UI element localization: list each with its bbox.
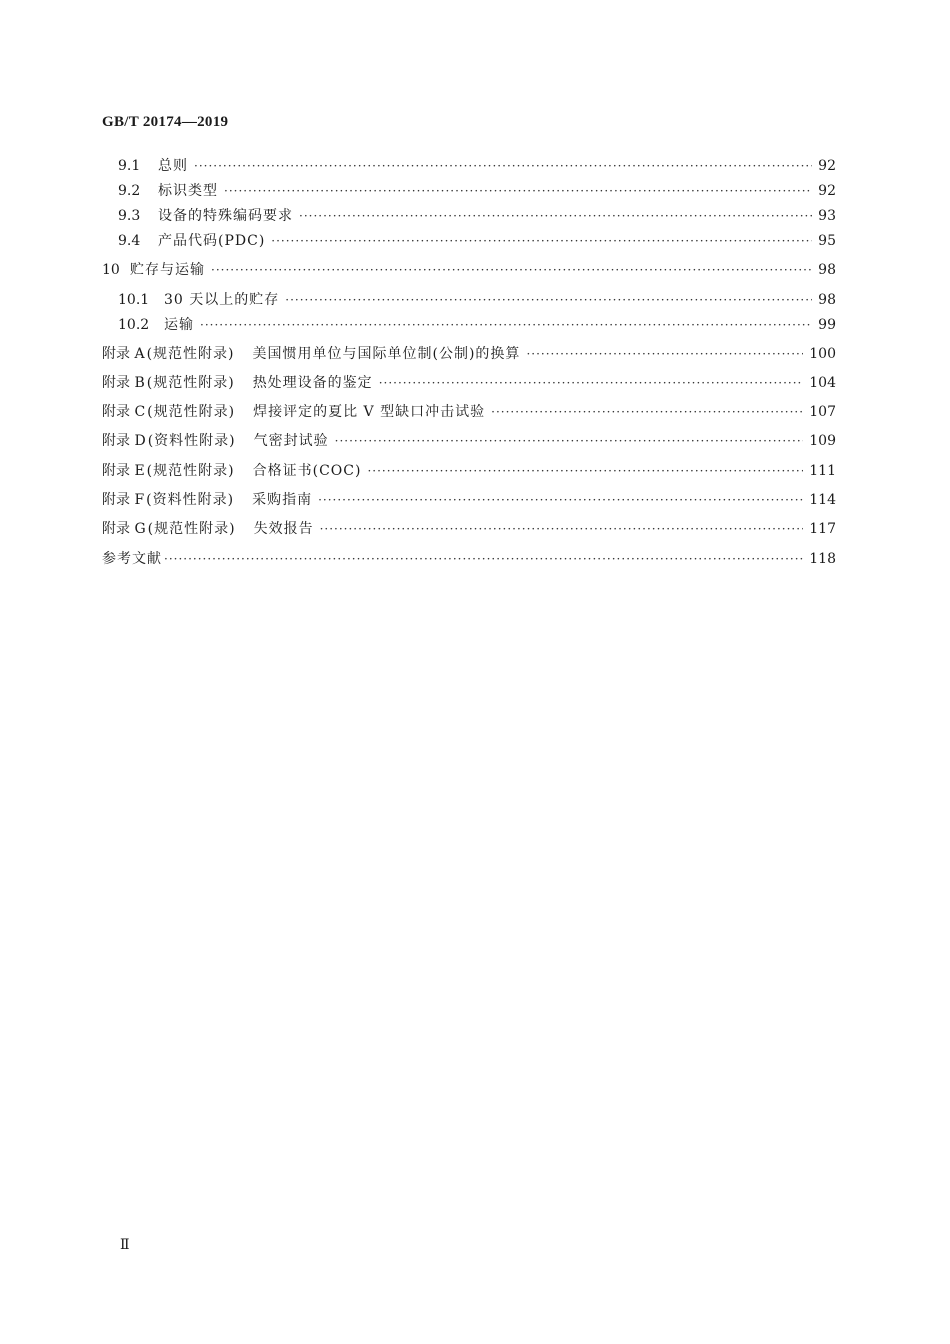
dot-leader bbox=[491, 401, 803, 423]
toc-entry-page: 100 bbox=[809, 346, 836, 362]
standard-code: GB/T 20174—2019 bbox=[102, 114, 229, 130]
toc-entry-number: 附录 C bbox=[102, 404, 146, 420]
toc-entry-title: 美国惯用单位与国际单位制(公制)的换算 bbox=[252, 346, 521, 362]
toc-entry-title: 参考文献 bbox=[102, 551, 162, 567]
toc-entry-page: 99 bbox=[818, 317, 836, 333]
toc-entry-number: 9.3 bbox=[118, 208, 141, 224]
toc-entry[interactable] bbox=[102, 314, 836, 336]
toc-entry-title: 失效报告 bbox=[253, 521, 314, 537]
toc-entry-title: 产品代码(PDC) bbox=[158, 233, 266, 249]
appendix-category: (规范性附录) bbox=[147, 521, 236, 537]
toc-entry-appendix-d[interactable] bbox=[102, 430, 836, 452]
toc-entry-number: 9.2 bbox=[118, 183, 141, 199]
toc-entry-number: 附录 A bbox=[102, 346, 145, 362]
dot-leader bbox=[299, 205, 812, 227]
toc-entry-number: 附录 G bbox=[102, 521, 146, 537]
toc-entry-page: 93 bbox=[818, 208, 836, 224]
toc-entry[interactable] bbox=[102, 180, 836, 202]
toc-entry-references[interactable] bbox=[102, 548, 836, 570]
appendix-category: (规范性附录) bbox=[146, 346, 235, 362]
dot-leader bbox=[194, 155, 812, 177]
toc-entry-title: 热处理设备的鉴定 bbox=[252, 375, 373, 391]
toc-entry-page: 98 bbox=[818, 262, 836, 278]
toc-entry-page: 114 bbox=[809, 492, 836, 508]
dot-leader bbox=[335, 430, 804, 452]
toc-entry-title: 焊接评定的夏比 V 型缺口冲击试验 bbox=[253, 404, 486, 420]
toc-entry-appendix-c[interactable] bbox=[102, 401, 836, 423]
dot-leader bbox=[320, 518, 804, 540]
toc-entry-appendix-g[interactable] bbox=[102, 518, 836, 540]
toc-entry-page: 92 bbox=[818, 158, 836, 174]
toc-entry-page: 95 bbox=[818, 233, 836, 249]
toc-entry-number: 10.1 bbox=[118, 292, 150, 308]
dot-leader bbox=[367, 460, 803, 482]
toc-entry-title: 气密封试验 bbox=[253, 433, 329, 449]
toc-entry-title: 30 天以上的贮存 bbox=[164, 292, 280, 308]
dot-leader bbox=[271, 230, 812, 252]
appendix-category: (资料性附录) bbox=[146, 492, 235, 508]
toc-entry-appendix-f[interactable] bbox=[102, 489, 836, 511]
appendix-category: (资料性附录) bbox=[147, 433, 236, 449]
appendix-category: (规范性附录) bbox=[146, 375, 235, 391]
toc-entry-page: 109 bbox=[809, 433, 836, 449]
dot-leader bbox=[379, 372, 804, 394]
toc-entry-title: 采购指南 bbox=[252, 492, 313, 508]
toc-entry-number: 9.4 bbox=[118, 233, 141, 249]
toc-entry-page: 92 bbox=[818, 183, 836, 199]
toc-entry-page: 111 bbox=[809, 463, 836, 479]
dot-leader bbox=[285, 289, 812, 311]
toc-entry[interactable] bbox=[102, 259, 836, 281]
toc-entry-title: 运输 bbox=[164, 317, 194, 333]
page-number: Ⅱ bbox=[120, 1237, 130, 1253]
toc-entry-number: 9.1 bbox=[118, 158, 141, 174]
toc-entry[interactable] bbox=[102, 230, 836, 252]
dot-leader bbox=[211, 259, 812, 281]
toc-entry-appendix-e[interactable] bbox=[102, 460, 836, 482]
toc-entry[interactable] bbox=[102, 155, 836, 177]
toc-entry-title: 标识类型 bbox=[158, 183, 218, 199]
toc-entry-number: 10.2 bbox=[118, 317, 150, 333]
toc-entry-page: 98 bbox=[818, 292, 836, 308]
toc-entry-page: 107 bbox=[809, 404, 836, 420]
toc-entry-number: 附录 F bbox=[102, 492, 145, 508]
toc-entry-appendix-a[interactable] bbox=[102, 343, 836, 365]
appendix-category: (规范性附录) bbox=[147, 404, 236, 420]
toc-entry-page: 104 bbox=[809, 375, 836, 391]
toc-entry-title: 合格证书(COC) bbox=[252, 463, 362, 479]
appendix-category: (规范性附录) bbox=[146, 463, 235, 479]
toc-entry-page: 118 bbox=[809, 551, 836, 567]
dot-leader bbox=[164, 548, 803, 570]
toc-entry[interactable] bbox=[102, 289, 836, 311]
toc-entry[interactable] bbox=[102, 205, 836, 227]
toc-entry-number: 10 bbox=[102, 262, 120, 278]
dot-leader bbox=[318, 489, 803, 511]
toc-entry-number: 附录 D bbox=[102, 433, 146, 449]
dot-leader bbox=[526, 343, 803, 365]
dot-leader bbox=[200, 314, 812, 336]
toc-entry-title: 设备的特殊编码要求 bbox=[158, 208, 293, 224]
toc-entry-number: 附录 E bbox=[102, 463, 145, 479]
toc-entry-appendix-b[interactable] bbox=[102, 372, 836, 394]
toc-entry-title: 贮存与运输 bbox=[130, 262, 205, 278]
toc-entry-title: 总则 bbox=[158, 158, 188, 174]
toc-entry-number: 附录 B bbox=[102, 375, 145, 391]
dot-leader bbox=[224, 180, 812, 202]
toc-entry-page: 117 bbox=[809, 521, 836, 537]
